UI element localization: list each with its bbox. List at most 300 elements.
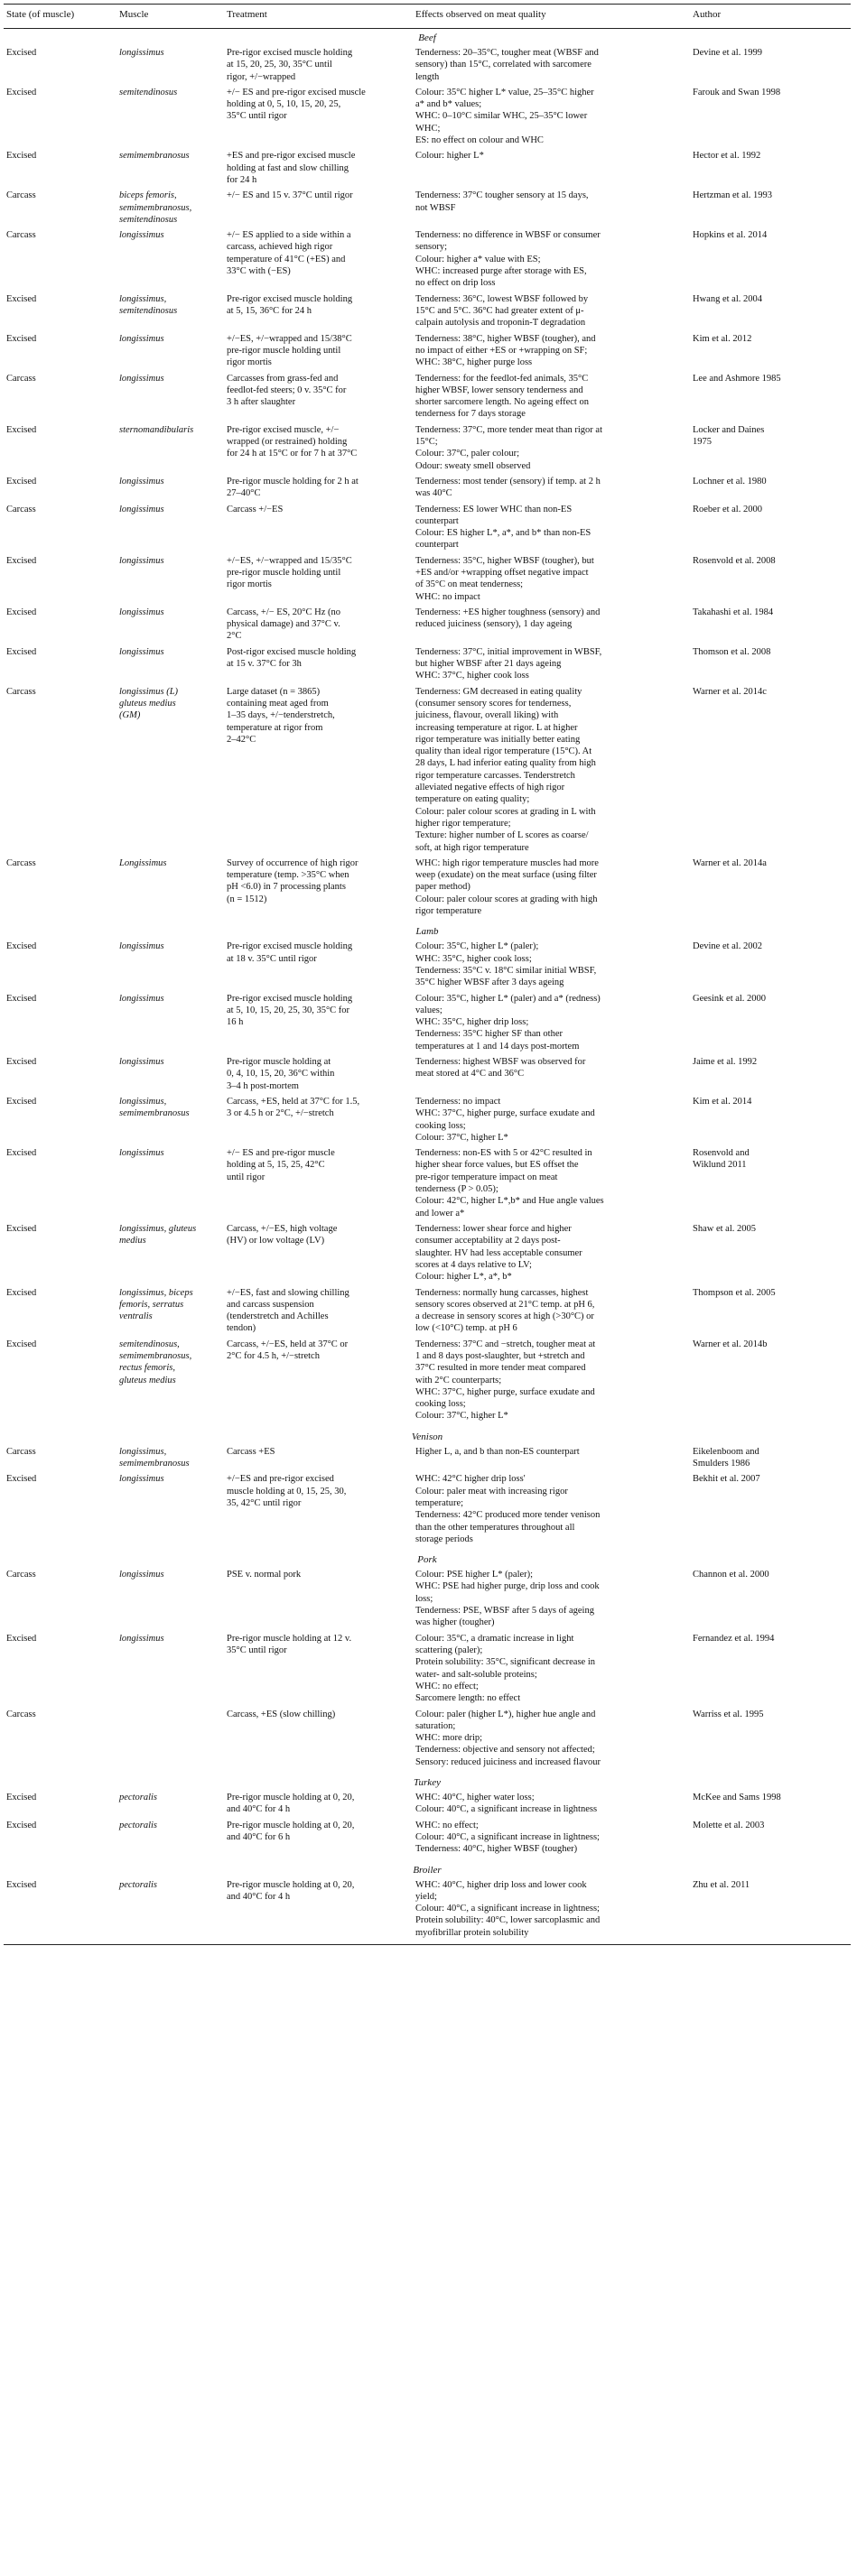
cell-line: WHC: no impact (415, 591, 480, 602)
cell-line: Tenderness: for the feedlot-fed animals, 35°C (415, 373, 589, 384)
author-cell (693, 1056, 851, 1068)
cell-line: Excised (6, 1224, 37, 1234)
cell-line: ES: no effect on colour and WHC (415, 135, 544, 146)
cell-line: +ES and/or +wrapping offset negative impact (415, 567, 589, 578)
cell-line: Carcass, +ES (slow chilling) (227, 1709, 336, 1719)
cell-line: Sarcomere length: no effect (415, 1693, 521, 1704)
table-row (4, 1879, 851, 1940)
cell-line: longissimus (119, 993, 164, 1004)
state-cell (6, 1473, 119, 1485)
cell-line: 35, 42°C until rigor (227, 1497, 302, 1508)
cell-line: 35°C higher WBSF after 3 days ageing (415, 978, 564, 988)
cell-line: meat stored at 4°C and 36°C (415, 1069, 525, 1080)
effects-cell (415, 1473, 686, 1545)
treatment-cell (227, 993, 412, 1029)
cell-line: longissimus (119, 476, 164, 486)
cell-line: 35°C until rigor (227, 111, 287, 122)
state-cell (6, 47, 119, 59)
header-author: Author (693, 9, 722, 20)
cell-line: Tenderness: 37°C, initial improvement in WBSF, (415, 646, 602, 657)
cell-line: 3 or 4.5 h or 2°C, +/−stretch (227, 1108, 334, 1119)
state-cell (6, 373, 119, 385)
cell-line: Pre-rigor muscle holding at 0, 20, (227, 1793, 355, 1802)
cell-line: 15°C; (415, 436, 438, 447)
cell-line: physical damage) and 37°C v. (227, 619, 340, 630)
state-cell (6, 1569, 119, 1580)
cell-line: no effect on drip loss (415, 278, 496, 289)
cell-line: Tenderness: 37°C, more tender meat than rigor at (415, 424, 602, 435)
cell-line: Post-rigor excised muscle holding (227, 646, 357, 657)
cell-line: and carcass suspension (227, 1299, 314, 1310)
state-cell (6, 1709, 119, 1720)
muscle-cell (119, 1792, 223, 1803)
table-row (4, 686, 851, 854)
cell-line: Colour: 37°C, higher L* (415, 1132, 508, 1143)
cell-line: Tenderness: 40°C, higher WBSF (tougher) (415, 1844, 578, 1855)
author-cell (693, 150, 851, 162)
cell-line: Carcass, +/− ES, 20°C Hz (no (227, 607, 340, 617)
treatment-cell (227, 1820, 412, 1844)
muscle-cell (119, 87, 223, 98)
cell-line: Pre-rigor excised muscle, +/− (227, 424, 340, 435)
table-bottom-rule (4, 1944, 851, 1945)
cell-line: 33°C with (−ES) (227, 266, 291, 277)
cell-line: longissimus (119, 646, 164, 657)
state-cell (6, 1820, 119, 1831)
cell-line: semimembranosus, (119, 202, 192, 213)
cell-line: 3–4 h post-mortem (227, 1080, 299, 1091)
cell-line: myofibrillar protein solubility (415, 1927, 529, 1938)
cell-line: tenderness for 7 days storage (415, 409, 526, 420)
section-title: Lamb (415, 926, 439, 938)
cell-line: scores at 4 days relative to LV; (415, 1259, 532, 1270)
cell-line: 1–35 days, +/−tenderstretch, (227, 710, 335, 721)
cell-line: Warner et al. 2014c (693, 686, 767, 697)
cell-line: at 18 v. 35°C until rigor (227, 953, 317, 964)
cell-line: (GM) (119, 710, 141, 721)
cell-line: Colour: 37°C, higher L* (415, 1411, 508, 1422)
cell-line: Carcass (6, 686, 36, 697)
effects-cell (415, 1446, 686, 1458)
state-cell (6, 1056, 119, 1068)
table-row (4, 1569, 851, 1629)
cell-line: sensory; (415, 242, 447, 253)
muscle-cell (119, 1820, 223, 1831)
muscle-cell (119, 607, 223, 618)
cell-line: Excised (6, 555, 37, 566)
effects-cell (415, 504, 686, 551)
table-row (4, 555, 851, 603)
state-cell (6, 857, 119, 869)
cell-line: WHC: 40°C, higher water loss; (415, 1793, 535, 1802)
cell-line: Carcass, +/−ES, high voltage (227, 1224, 338, 1234)
cell-line: Survey of occurrence of high rigor (227, 857, 359, 868)
cell-line: rigor temperature was initially better eating (415, 734, 581, 745)
cell-line: longissimus (119, 1148, 164, 1159)
effects-cell (415, 424, 686, 472)
cell-line: Farouk and Swan 1998 (693, 87, 781, 97)
cell-line: Excised (6, 1339, 37, 1349)
muscle-cell (119, 1633, 223, 1645)
cell-line: Colour: 35°C, higher L* (paler); (415, 941, 539, 952)
cell-line: counterpart (415, 540, 459, 551)
cell-line: Higher L, a, and b than non-ES counterpart (415, 1446, 580, 1457)
cell-line: Excised (6, 1474, 37, 1485)
cell-line: WHC: 42°C higher drip loss' (415, 1474, 526, 1485)
cell-line: Excised (6, 941, 37, 952)
author-cell (693, 857, 851, 869)
cell-line: Colour: 40°C, a significant increase in lightness; (415, 1904, 600, 1914)
cell-line: Pre-rigor excised muscle holding (227, 48, 353, 58)
author-cell (693, 1223, 851, 1235)
cell-line: Sensory: reduced juiciness and increased flavour (415, 1756, 601, 1767)
cell-line: femoris, serratus (119, 1299, 184, 1310)
treatment-cell (227, 293, 412, 318)
cell-line: Carcass (6, 1446, 36, 1457)
cell-line: Warriss et al. 1995 (693, 1709, 764, 1719)
muscle-cell (119, 333, 223, 345)
cell-line: Thompson et al. 2005 (693, 1287, 776, 1298)
effects-cell (415, 555, 686, 603)
cell-line: WHC: increased purge after storage with ES, (415, 266, 587, 277)
cell-line: a decrease in sensory scores at high (>30°C) or (415, 1311, 594, 1322)
header-muscle: Muscle (119, 9, 149, 20)
cell-line: Hertzman et al. 1993 (693, 190, 773, 201)
cell-line: longissimus, (119, 1446, 167, 1457)
cell-line: pre-rigor temperature impact on meat (415, 1172, 558, 1182)
state-cell (6, 1633, 119, 1645)
cell-line: 1975 (693, 436, 712, 447)
cell-line: Devine et al. 1999 (693, 48, 762, 58)
treatment-cell (227, 1879, 412, 1904)
cell-line: semitendinosus, (119, 1339, 180, 1349)
table-row (4, 1339, 851, 1422)
cell-line: Carcass (6, 190, 36, 201)
cell-line: containing meat aged from (227, 698, 329, 709)
cell-line: Tenderness: normally hung carcasses, highest (415, 1287, 589, 1298)
cell-line: holding at 5, 15, 25, 42°C (227, 1160, 325, 1171)
treatment-cell (227, 87, 412, 123)
cell-line: longissimus (119, 230, 164, 241)
author-cell (693, 373, 851, 385)
treatment-cell (227, 1339, 412, 1363)
cell-line: rigor temperature carcasses. Tenderstretch (415, 770, 575, 781)
author-cell (693, 1339, 851, 1350)
section-title: Broiler (413, 1864, 442, 1876)
cell-line: 2–42°C (227, 734, 256, 745)
cell-line: Colour: higher L* (415, 151, 484, 162)
cell-line: Warner et al. 2014b (693, 1339, 768, 1349)
cell-line: semimembranosus (119, 151, 190, 162)
cell-line: Carcass (6, 857, 36, 868)
cell-line: Excised (6, 293, 37, 304)
cell-line: Kim et al. 2014 (693, 1097, 752, 1107)
cell-line: medius (119, 1236, 146, 1246)
cell-line: Colour: 37°C, paler colour; (415, 449, 520, 459)
muscle-cell (119, 504, 223, 515)
table-row (4, 1147, 851, 1219)
cell-line: Tenderness: 42°C produced more tender venison (415, 1510, 601, 1521)
cell-line: loss; (415, 1593, 433, 1604)
cell-line: Colour: paler colour scores at grading with high (415, 894, 598, 904)
cell-line: Excised (6, 476, 37, 486)
table-row (4, 646, 851, 682)
cell-line: Excised (6, 607, 37, 617)
cell-line: Hopkins et al. 2014 (693, 230, 768, 241)
cell-line: Rosenvold and (693, 1148, 750, 1159)
cell-line: tendon) (227, 1323, 256, 1334)
cell-line: Lochner et al. 1980 (693, 476, 767, 486)
cell-line: Tenderness: 38°C, higher WBSF (tougher), and (415, 333, 596, 344)
state-cell (6, 646, 119, 658)
cell-line: temperatures at 1 and 14 days post-mortem (415, 1041, 580, 1052)
cell-line: Excised (6, 333, 37, 344)
cell-line: (n = 1512) (227, 894, 267, 904)
cell-line: Geesink et al. 2000 (693, 993, 767, 1004)
cell-line: Carcass +ES (227, 1446, 275, 1457)
cell-line: Carcass, +ES, held at 37°C for 1.5, (227, 1097, 360, 1107)
cell-line: storage periods (415, 1534, 473, 1544)
state-cell (6, 1096, 119, 1107)
cell-line: Pre-rigor muscle holding at (227, 1057, 331, 1068)
cell-line: sensory scores observed at 21°C temp. at pH 6, (415, 1299, 595, 1310)
treatment-cell (227, 1147, 412, 1183)
cell-line: Protein solubility: 40°C, lower sarcoplasmic and (415, 1915, 601, 1926)
cell-line: Kim et al. 2012 (693, 333, 752, 344)
cell-line: Devine et al. 2002 (693, 941, 762, 952)
cell-line: Fernandez et al. 1994 (693, 1633, 775, 1644)
cell-line: Tenderness: highest WBSF was observed for (415, 1057, 586, 1068)
cell-line: +/−ES, +/−wrapped and 15/35°C (227, 555, 352, 566)
state-cell (6, 1223, 119, 1235)
cell-line: water- and salt-soluble proteins; (415, 1669, 537, 1680)
cell-line: Colour: higher a* value with ES; (415, 254, 541, 264)
cell-line: at 5, 10, 15, 20, 25, 30, 35°C for (227, 1005, 350, 1015)
table-row (4, 1096, 851, 1144)
cell-line: of 35°C on meat tenderness; (415, 579, 524, 590)
cell-line: Molette et al. 2003 (693, 1820, 765, 1830)
cell-line: Tenderness: GM decreased in eating quality (415, 686, 582, 697)
treatment-cell (227, 424, 412, 460)
table-row (4, 150, 851, 186)
author-cell (693, 229, 851, 241)
cell-line: longissimus, (119, 1097, 167, 1107)
cell-line: Thomson et al. 2008 (693, 646, 771, 657)
cell-line: Carcass (6, 230, 36, 241)
cell-line: Shaw et al. 2005 (693, 1224, 756, 1234)
effects-cell (415, 1147, 686, 1219)
cell-line: for 24 h (227, 174, 257, 185)
cell-line: sensory) than 15°C, correlated with sarcomere (415, 60, 592, 70)
cell-line: 15°C and 5°C. 36°C had greater extent of μ- (415, 305, 584, 316)
muscle-cell (119, 1879, 223, 1891)
cell-line: Colour: 35°C, a dramatic increase in light (415, 1633, 574, 1644)
cell-line: 1 and 8 days post-slaughter, but +stretch and (415, 1350, 585, 1361)
cell-line: longissimus (L) (119, 686, 179, 697)
cell-line: at 15 v. 37°C for 3h (227, 659, 302, 670)
cell-line: longissimus (119, 1057, 164, 1068)
cell-line: WHC; (415, 123, 441, 134)
author-cell (693, 1096, 851, 1107)
cell-line: 2°C for 4.5 h, +/−stretch (227, 1350, 320, 1361)
cell-line: soft, at high rigor temperature (415, 842, 529, 853)
effects-cell (415, 1879, 686, 1939)
author-cell (693, 1820, 851, 1831)
effects-cell (415, 190, 686, 214)
cell-line: Warner et al. 2014a (693, 857, 767, 868)
cell-line: Colour: paler meat with increasing rigor (415, 1486, 568, 1496)
cell-line: Lee and Ashmore 1985 (693, 373, 781, 384)
author-cell (693, 47, 851, 59)
muscle-cell (119, 150, 223, 162)
cell-line: Tenderness: 36°C, lowest WBSF followed by (415, 293, 589, 304)
cell-line: a* and b* values; (415, 99, 482, 110)
header-treatment: Treatment (227, 9, 267, 20)
state-cell (6, 1446, 119, 1458)
cell-line: tenderness (P > 0.05); (415, 1184, 498, 1195)
author-cell (693, 293, 851, 305)
muscle-cell (119, 1339, 223, 1386)
cell-line: WHC: 35°C, higher drip loss; (415, 1017, 529, 1028)
cell-line: longissimus (119, 373, 164, 384)
state-cell (6, 150, 119, 162)
cell-line: Smulders 1986 (693, 1459, 750, 1469)
cell-line: weep (exudate) on the meat surface (using filter (415, 870, 597, 881)
muscle-cell (119, 293, 223, 318)
cell-line: for 24 h at 15°C or for 7 h at 37°C (227, 449, 358, 459)
header-effects: Effects observed on meat quality (415, 9, 546, 20)
cell-line: temperature (temp. >35°C when (227, 870, 349, 881)
cell-line: Carcass (6, 504, 36, 514)
cell-line: temperature of 41°C (+ES) and (227, 254, 346, 264)
cell-line: Colour: 40°C, a significant increase in lightness; (415, 1831, 600, 1842)
cell-line: and lower a* (415, 1208, 465, 1219)
table-row (4, 504, 851, 551)
cell-line: Excised (6, 48, 37, 58)
treatment-cell (227, 1633, 412, 1657)
cell-line: WHC: more drip; (415, 1733, 483, 1744)
cell-line: rectus femoris, (119, 1363, 176, 1374)
effects-cell (415, 1339, 686, 1422)
cell-line: Carcass +/−ES (227, 504, 284, 514)
cell-line: Hwang et al. 2004 (693, 293, 762, 304)
cell-line: Tenderness: ES lower WHC than non-ES (415, 504, 573, 514)
cell-line: rigor mortis (227, 579, 272, 590)
cell-line: longissimus (119, 1570, 164, 1580)
state-cell (6, 555, 119, 567)
cell-line: Tenderness: 37°C and −stretch, tougher meat at (415, 1339, 596, 1349)
cell-line: Excised (6, 1879, 37, 1890)
state-cell (6, 686, 119, 698)
cell-line: longissimus (119, 555, 164, 566)
effects-cell (415, 1569, 686, 1628)
cell-line: WHC: 35°C, higher cook loss; (415, 953, 532, 964)
cell-line: 16 h (227, 1017, 244, 1028)
cell-line: pre-rigor muscle holding until (227, 567, 341, 578)
cell-line: Tenderness: no impact (415, 1097, 501, 1107)
cell-line: Tenderness: PSE, WBSF after 5 days of ageing (415, 1606, 594, 1617)
cell-line: Colour: higher L*, a*, b* (415, 1272, 512, 1283)
state-cell (6, 293, 119, 305)
effects-cell (415, 1287, 686, 1335)
table-row (4, 941, 851, 988)
cell-line: until rigor (227, 1172, 265, 1182)
cell-line: but higher WBSF after 21 days ageing (415, 659, 562, 670)
cell-line: gluteus medius (119, 698, 176, 709)
table-row (4, 1287, 851, 1335)
cell-line: Rosenvold et al. 2008 (693, 555, 776, 566)
effects-cell (415, 1820, 686, 1856)
cell-line: Excised (6, 151, 37, 162)
cell-line: WHC: no effect; (415, 1681, 479, 1691)
cell-line: and 40°C for 4 h (227, 1891, 291, 1902)
author-cell (693, 1569, 851, 1580)
cell-line: McKee and Sams 1998 (693, 1793, 781, 1802)
cell-line: Texture: higher number of L scores as coarse/ (415, 830, 589, 841)
author-cell (693, 941, 851, 952)
author-cell (693, 1147, 851, 1172)
cell-line: semitendinosus (119, 87, 178, 97)
section-title: Pork (417, 1554, 437, 1566)
cell-line: Locker and Daines (693, 424, 765, 435)
cell-line: Excised (6, 1820, 37, 1830)
cell-line: longissimus (119, 504, 164, 514)
treatment-cell (227, 1792, 412, 1816)
cell-line: feedlot-fed steers; 0 v. 35°C for (227, 385, 347, 395)
cell-line: Bekhit et al. 2007 (693, 1474, 760, 1485)
treatment-cell (227, 1287, 412, 1335)
cell-line: longissimus (119, 607, 164, 617)
cell-line: semitendinosus (119, 214, 178, 225)
cell-line: length (415, 71, 440, 82)
cell-line: Odour: sweaty smell observed (415, 460, 531, 471)
effects-cell (415, 373, 686, 421)
muscle-cell (119, 476, 223, 487)
treatment-cell (227, 47, 412, 83)
cell-line: WHC: 37°C, higher purge, surface exudate and (415, 1108, 595, 1119)
cell-line: quality than ideal rigor temperature (15°C). At (415, 746, 592, 757)
author-cell (693, 1879, 851, 1891)
effects-cell (415, 857, 686, 917)
author-cell (693, 87, 851, 98)
cell-line: Colour: paler colour scores at grading in L with (415, 806, 596, 817)
state-cell (6, 333, 119, 345)
effects-cell (415, 1709, 686, 1768)
cell-line: Pre-rigor muscle holding for 2 h at (227, 476, 359, 486)
cell-line: WHC: 37°C, higher purge, surface exudate and (415, 1386, 595, 1397)
cell-line: cooking loss; (415, 1120, 466, 1131)
treatment-cell (227, 1709, 412, 1720)
cell-line: Channon et al. 2000 (693, 1570, 769, 1580)
cell-line: at 15, 20, 25, 30, 35°C until (227, 60, 332, 70)
cell-line: rigor, +/−wrapped (227, 71, 296, 82)
table-header (4, 4, 851, 29)
cell-line: +/−ES, +/−wrapped and 15/38°C (227, 333, 352, 344)
cell-line: Colour: 40°C, a significant increase in lightness (415, 1804, 598, 1815)
cell-line: WHC: 38°C, higher purge loss (415, 357, 533, 368)
table-row (4, 47, 851, 83)
state-cell (6, 476, 119, 487)
cell-line: muscle holding at 0, 15, 25, 30, (227, 1486, 347, 1496)
cell-line: reduced juiciness (sensory), 1 day ageing (415, 619, 573, 630)
cell-line: higher rigor temperature; (415, 818, 511, 829)
cell-line: Carcass, +/−ES, held at 37°C or (227, 1339, 349, 1349)
cell-line: semimembranosus, (119, 1350, 192, 1361)
table-row (4, 607, 851, 643)
cell-line: Tenderness: non-ES with 5 or 42°C resulted in (415, 1148, 592, 1159)
cell-line: values; (415, 1005, 442, 1015)
cell-line: with 2°C counterparts; (415, 1375, 502, 1385)
